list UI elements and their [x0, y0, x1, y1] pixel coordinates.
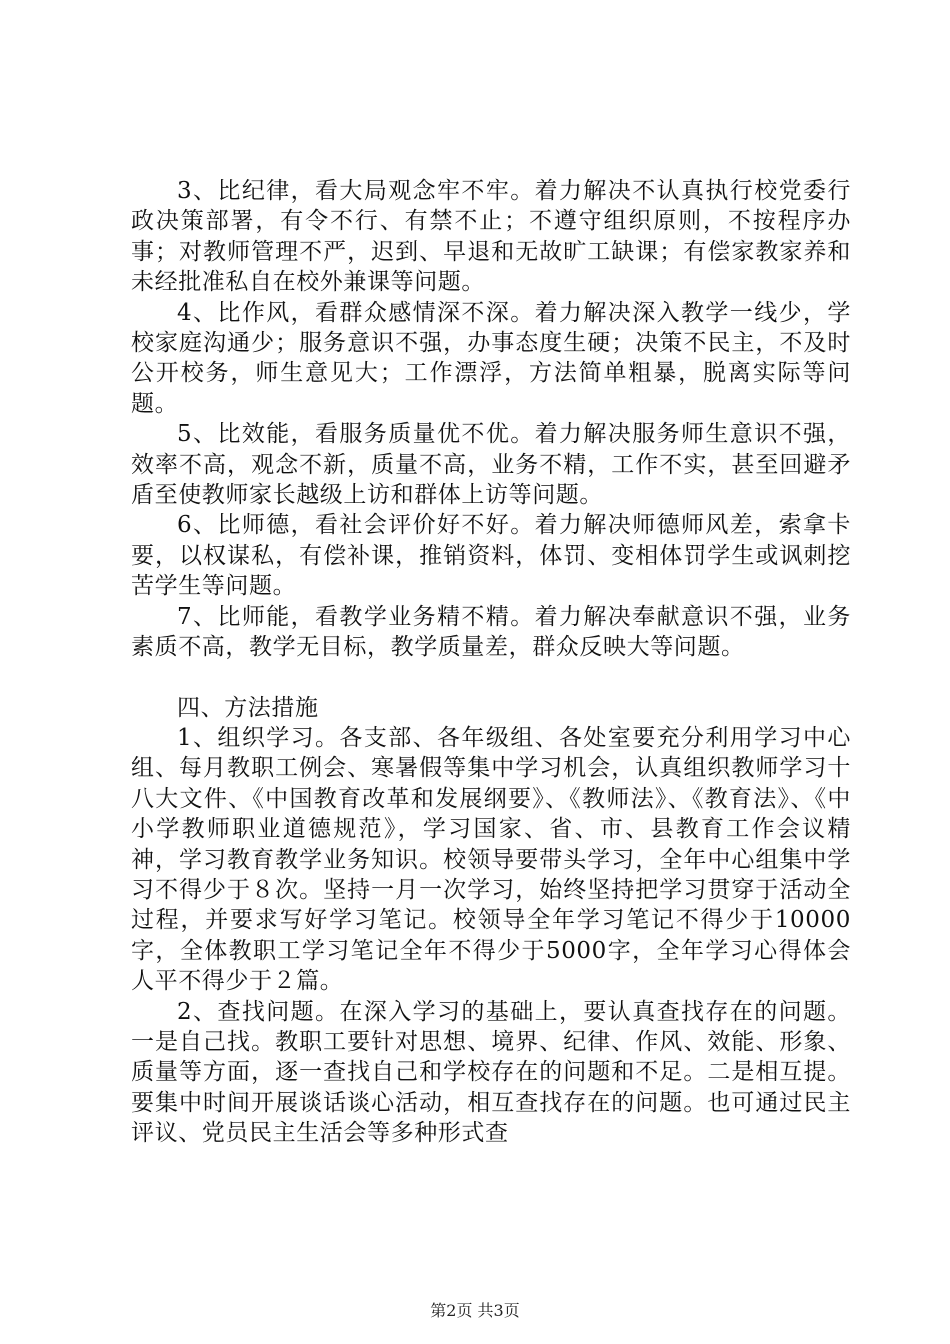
paragraph-study: 1、组织学习。各支部、各年级组、各处室要充分利用学习中心组、每月教职工例会、寒暑假等集中学习机会，认真组织教师学习十八大文件、《中国教育改革和发展纲要》、《教师法》、《教育法》、《中小学教师职业道德规范》，学习国家、省、市、县教育工作会议精神，学习教育教学业务知识。校领导要带头学习，全年中心组集中学习不得少于８次。坚持一月一次学习，始终坚持把学习贯穿于活动全过程，并要求写好学习笔记。校领导全年学习笔记不得少于10000字，全体教职工学习笔记全年不得少于5000字，全年学习心得体会人平不得少于２篇。: [131, 724, 851, 995]
paragraph-find-problems: 2、查找问题。在深入学习的基础上，要认真查找存在的问题。一是自己找。教职工要针对思想、境界、纪律、作风、效能、形象、质量等方面，逐一查找自己和学校存在的问题和不足。二是相互提。要集中时间开展谈话谈心活动，相互查找存在的问题。也可通过民主评议、党员民主生活会等多种形式查: [131, 998, 851, 1147]
paragraph-style: 4、比作风，看群众感情深不深。着力解决深入教学一线少，学校家庭沟通少；服务意识不强，办事态度生硬；决策不民主，不及时公开校务，师生意见大；工作漂浮，方法简单粗暴，脱离实际等问题。: [131, 299, 851, 417]
paragraph-ethics: 6、比师德，看社会评价好不好。着力解决师德师风差，索拿卡要，以权谋私，有偿补课，推销资料，体罚、变相体罚学生或讽刺挖苦学生等问题。: [131, 512, 851, 600]
section-heading-methods: 四、方法措施: [177, 694, 319, 721]
page-number-footer: 第2页 共3页: [430, 1301, 520, 1320]
section-gap: [131, 663, 851, 693]
document-body: [131, 176, 851, 1149]
paragraph-ability: 7、比师能，看教学业务精不精。着力解决奉献意识不强，业务素质不高，教学无目标，教学质量差，群众反映大等问题。: [131, 603, 851, 661]
paragraph-efficiency: 5、比效能，看服务质量优不优。着力解决服务师生意识不强，效率不高，观念不新，质量不高，业务不精，工作不实，甚至回避矛盾至使教师家长越级上访和群体上访等问题。: [131, 421, 851, 509]
paragraph-discipline: 3、比纪律，看大局观念牢不牢。着力解决不认真执行校党委行政决策部署，有令不行、有禁不止；不遵守组织原则，不按程序办事；对教师管理不严，迟到、早退和无故旷工缺课；有偿家教家养和未经批准私自在校外兼课等问题。: [131, 178, 851, 296]
